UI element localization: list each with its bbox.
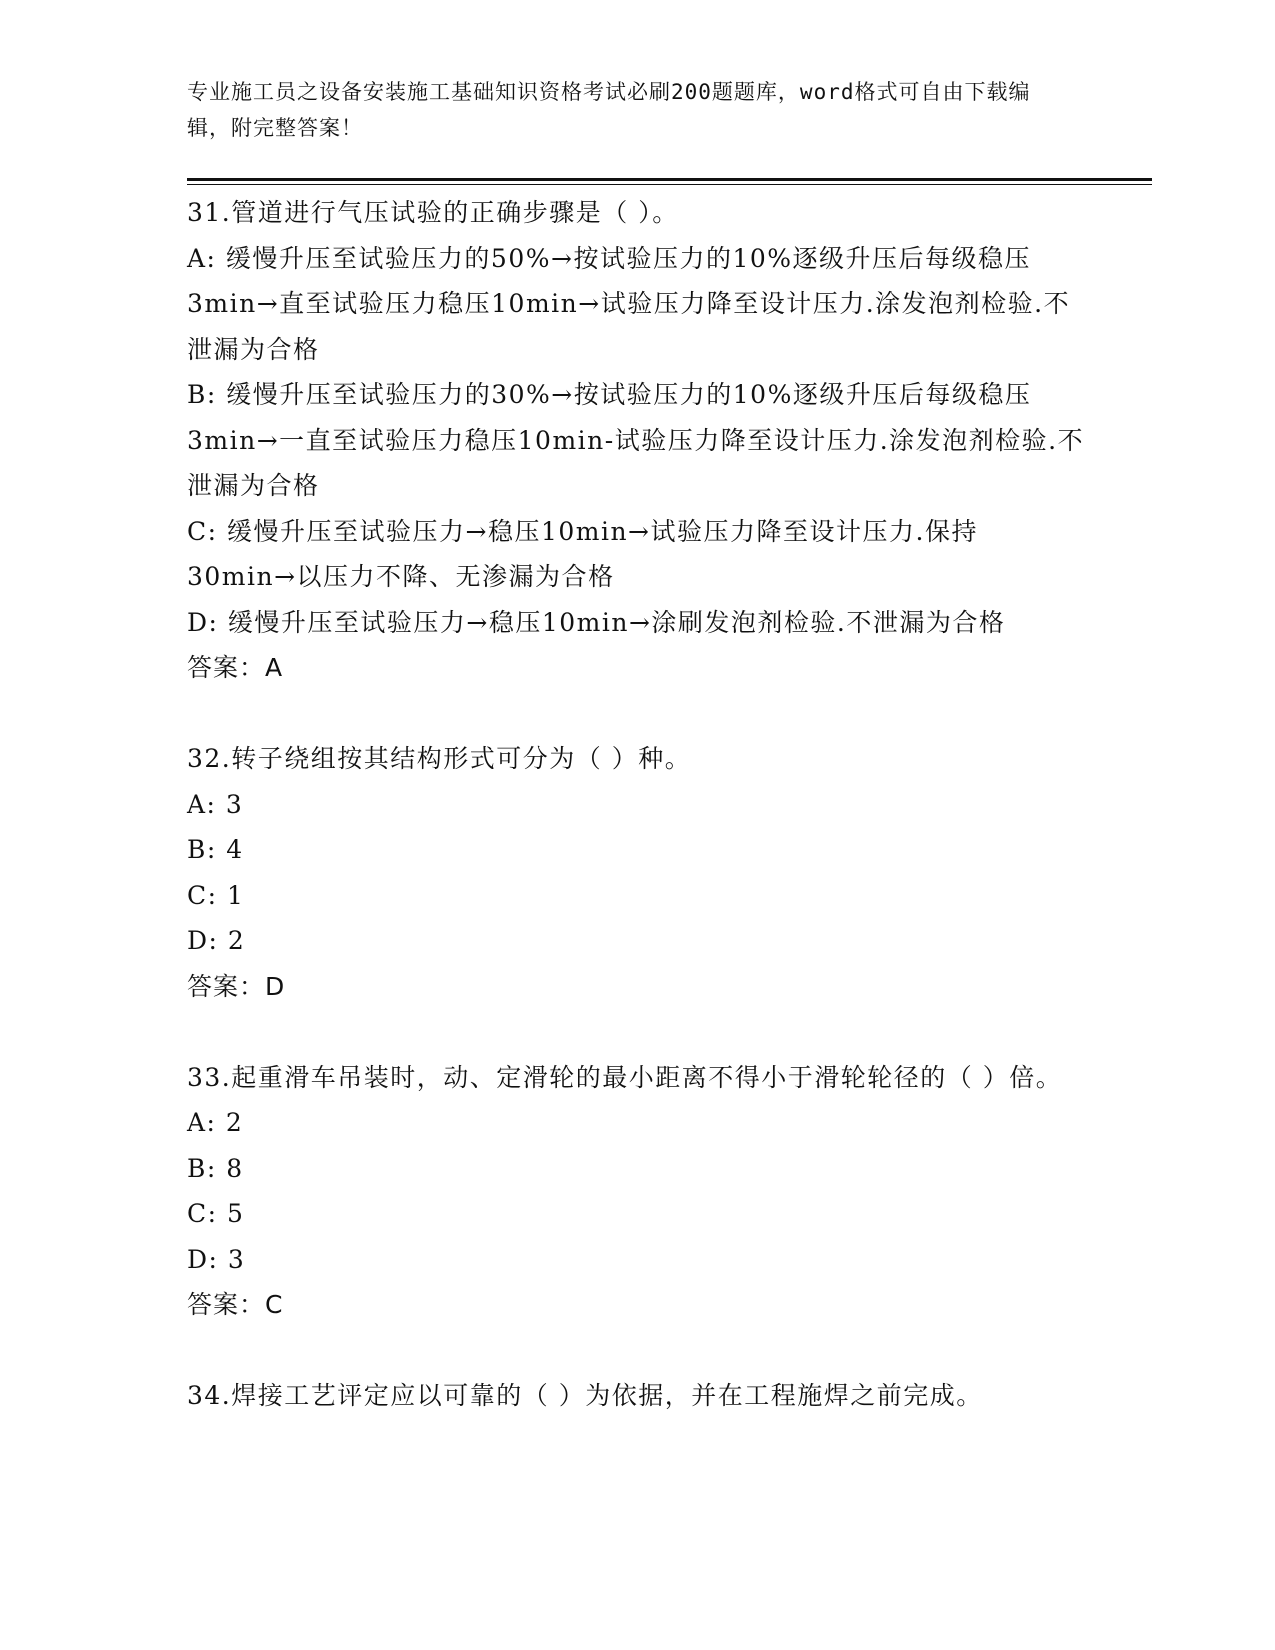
option-d: D: 3: [187, 1244, 246, 1274]
option-d: D: 2: [187, 926, 246, 955]
option-a: A: 缓慢升压至试验压力的50%→按试验压力的10%逐级升压后每级稳压3min→直至试验压力稳压10min→试验压力降至设计压力.涂发泡剂检验.不泄漏为合格: [187, 243, 1071, 364]
page-header: 专业施工员之设备安装施工基础知识资格考试必刷200题题库，word格式可自由下载编辑，附完整答案！: [187, 80, 1031, 140]
header-divider-thin: [187, 184, 1152, 185]
answer-label: 答案：C: [187, 1290, 284, 1319]
question-32: [187, 736, 1087, 1009]
option-d: D: 缓慢升压至试验压力→稳压10min→涂刷发泡剂检验.不泄漏为合格: [187, 607, 1006, 637]
option-b: B: 8: [187, 1153, 244, 1183]
question-33: [187, 1055, 1087, 1328]
header-divider-thick: [187, 178, 1152, 181]
question-list: [187, 190, 1087, 1419]
question-stem: 32.转子绕组按其结构形式可分为（ ）种。: [187, 744, 692, 773]
option-b: B: 缓慢升压至试验压力的30%→按试验压力的10%逐级升压后每级稳压3min→一直至试验压力稳压10min-试验压力降至设计压力.涂发泡剂检验.不泄漏为合格: [187, 380, 1085, 500]
question-31: [187, 190, 1087, 691]
answer-label: 答案：A: [187, 653, 284, 682]
option-c: C: 5: [187, 1199, 245, 1228]
spacer: [187, 691, 1087, 737]
spacer: [187, 1009, 1087, 1055]
question-stem: 33.起重滑车吊装时，动、定滑轮的最小距离不得小于滑轮轮径的（ ）倍。: [187, 1062, 1063, 1092]
option-a: A: 2: [187, 1108, 244, 1137]
option-a: A: 3: [187, 789, 244, 819]
option-b: B: 4: [187, 835, 244, 864]
question-stem: 34.焊接工艺评定应以可靠的（ ）为依据，并在工程施焊之前完成。: [187, 1381, 983, 1410]
option-c: C: 缓慢升压至试验压力→稳压10min→试验压力降至设计压力.保持30min→以压力不降、无渗漏为合格: [187, 516, 978, 591]
question-34: [187, 1373, 1087, 1419]
option-c: C: 1: [187, 880, 245, 910]
question-stem: 31.管道进行气压试验的正确步骤是（ ）。: [187, 198, 679, 227]
answer-label: 答案：D: [187, 971, 286, 1001]
spacer: [187, 1328, 1087, 1374]
